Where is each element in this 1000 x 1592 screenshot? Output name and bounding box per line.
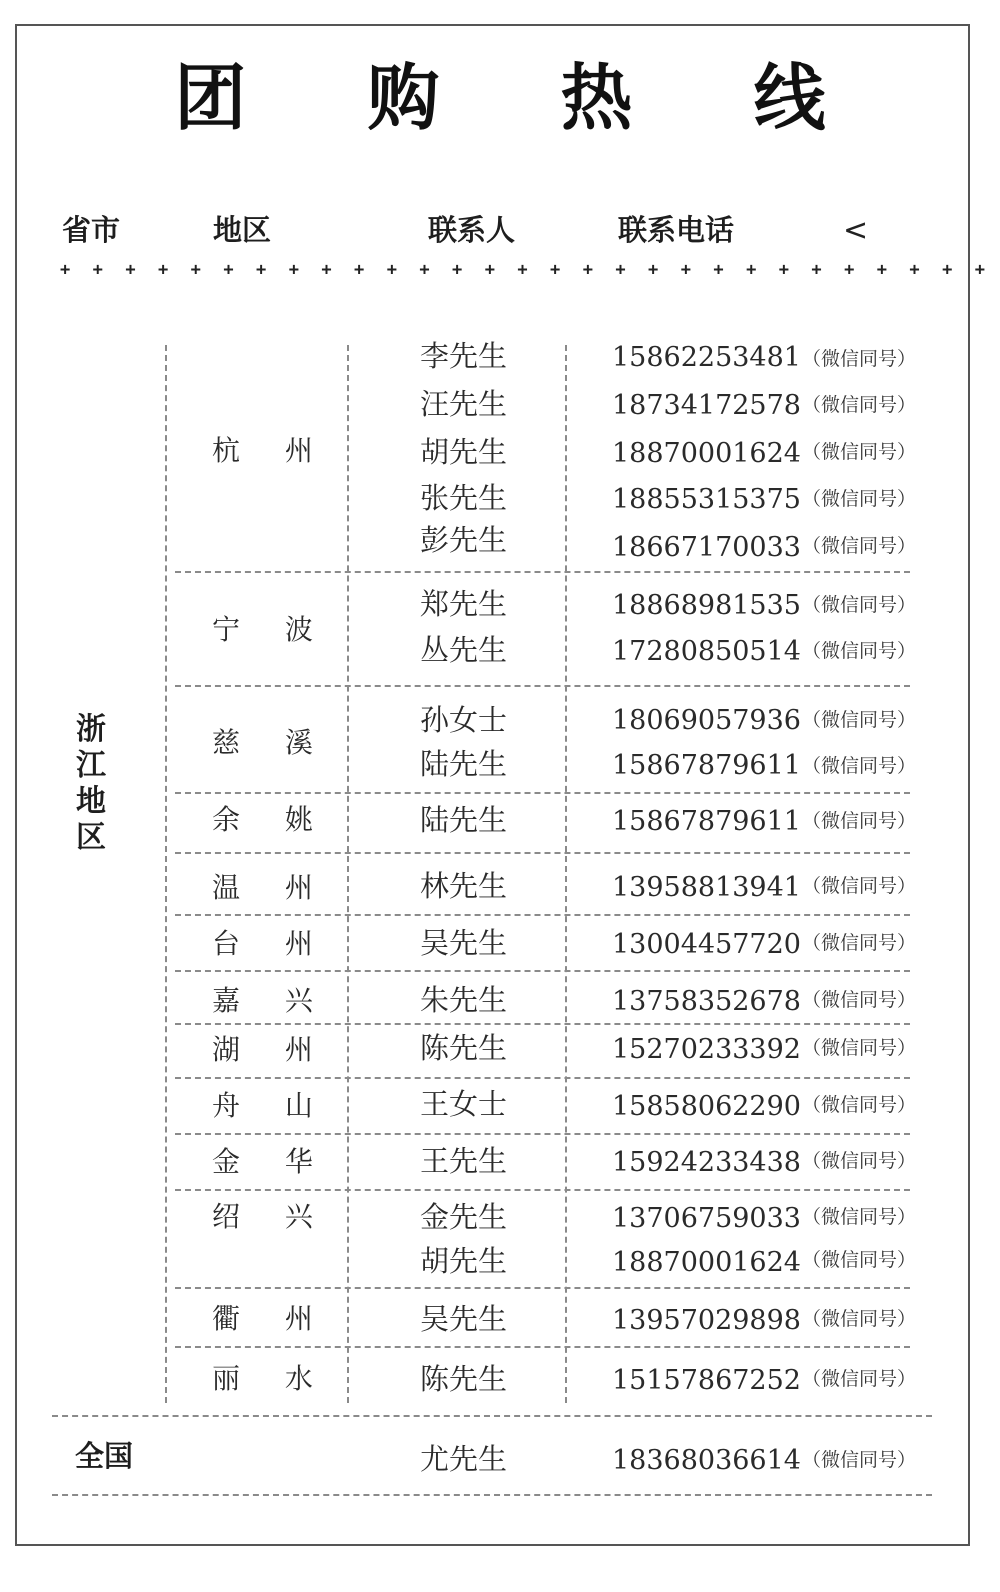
- contact-name: 吴先生: [420, 1302, 508, 1336]
- contact-phone[interactable]: 13706759033: [612, 1203, 801, 1234]
- header-contact: 联系人: [428, 213, 516, 247]
- contact-name: 丛先生: [420, 633, 508, 667]
- wechat-note: （微信同号）: [802, 488, 917, 510]
- contact-phone[interactable]: 18855315375: [612, 484, 801, 515]
- contact-phone[interactable]: 18868981535: [612, 590, 801, 621]
- city-wenzhou: 温 州: [212, 871, 331, 904]
- wechat-note: （微信同号）: [802, 1308, 917, 1330]
- national-contact-name: 尤先生: [420, 1442, 508, 1476]
- wechat-note: （微信同号）: [802, 1150, 917, 1172]
- contact-phone[interactable]: 15862253481: [612, 342, 801, 373]
- contact-name: 汪先生: [420, 387, 508, 421]
- province-char: 浙: [76, 712, 106, 747]
- contact-name: 郑先生: [420, 587, 508, 621]
- wechat-note: （微信同号）: [802, 1206, 917, 1228]
- contact-name: 金先生: [420, 1200, 508, 1234]
- city-taizhou: 台 州: [212, 927, 331, 960]
- contact-phone[interactable]: 17280850514: [612, 636, 801, 667]
- row-separator: [175, 914, 910, 916]
- wechat-note: （微信同号）: [802, 394, 917, 416]
- contact-name: 陆先生: [420, 747, 508, 781]
- wechat-note: （微信同号）: [802, 810, 917, 832]
- wechat-note: （微信同号）: [802, 535, 917, 557]
- contact-name: 陈先生: [420, 1362, 508, 1396]
- wechat-note: （微信同号）: [802, 640, 917, 662]
- city-lishui: 丽 水: [212, 1362, 331, 1395]
- contact-name: 王女士: [420, 1087, 508, 1121]
- wechat-note: （微信同号）: [802, 875, 917, 897]
- contact-phone[interactable]: 15270233392: [612, 1034, 801, 1065]
- contact-phone[interactable]: 13957029898: [612, 1305, 801, 1336]
- contact-name: 李先生: [420, 339, 508, 373]
- wechat-note: （微信同号）: [802, 989, 917, 1011]
- contact-name: 陆先生: [420, 803, 508, 837]
- contact-phone[interactable]: 13004457720: [612, 929, 801, 960]
- header-divider: + + + + + + + + + + + + + + + + + + + + + + + + + + + + +: [60, 260, 992, 280]
- contact-name: 胡先生: [420, 1244, 508, 1278]
- city-yuyao: 余 姚: [212, 803, 331, 836]
- city-hangzhou: 杭 州: [212, 434, 331, 467]
- row-separator: [175, 571, 910, 573]
- row-separator: [175, 1189, 910, 1191]
- national-contact-phone[interactable]: 18368036614: [612, 1445, 801, 1476]
- wechat-note: （微信同号）: [802, 755, 917, 777]
- city-ningbo: 宁 波: [212, 613, 331, 646]
- collapse-arrow-icon[interactable]: <: [843, 213, 869, 248]
- contact-phone[interactable]: 15867879611: [612, 750, 801, 781]
- contact-phone[interactable]: 18870001624: [612, 438, 801, 469]
- contact-phone[interactable]: 18069057936: [612, 705, 801, 736]
- city-quzhou: 衢 州: [212, 1302, 331, 1335]
- row-separator: [175, 792, 910, 794]
- contact-name: 朱先生: [420, 983, 508, 1017]
- city-huzhou: 湖 州: [212, 1033, 331, 1066]
- column-separator-province: [165, 345, 167, 1403]
- wechat-note: （微信同号）: [802, 1249, 917, 1271]
- contact-phone[interactable]: 15858062290: [612, 1091, 801, 1122]
- contact-name: 林先生: [420, 869, 508, 903]
- contact-phone[interactable]: 18734172578: [612, 390, 801, 421]
- national-label: 全国: [75, 1439, 134, 1473]
- section-separator: [52, 1415, 932, 1417]
- row-separator: [175, 1023, 910, 1025]
- page-title: 团 购 热 线: [174, 56, 874, 140]
- wechat-note: （微信同号）: [802, 441, 917, 463]
- contact-phone[interactable]: 18870001624: [612, 1247, 801, 1278]
- contact-name: 张先生: [420, 481, 508, 515]
- contact-name: 彭先生: [420, 523, 508, 557]
- row-separator: [175, 1287, 910, 1289]
- row-separator: [175, 970, 910, 972]
- wechat-note: （微信同号）: [802, 1449, 917, 1471]
- city-zhoushan: 舟 山: [212, 1089, 331, 1122]
- section-separator: [52, 1494, 932, 1496]
- contact-name: 吴先生: [420, 926, 508, 960]
- province-char: 区: [76, 820, 106, 855]
- wechat-note: （微信同号）: [802, 594, 917, 616]
- column-separator-city: [347, 345, 349, 1403]
- wechat-note: （微信同号）: [802, 348, 917, 370]
- row-separator: [175, 1133, 910, 1135]
- row-separator: [175, 1077, 910, 1079]
- contact-phone[interactable]: 15924233438: [612, 1147, 801, 1178]
- row-separator: [175, 1346, 910, 1348]
- contact-name: 胡先生: [420, 435, 508, 469]
- contact-phone[interactable]: 18667170033: [612, 532, 801, 563]
- wechat-note: （微信同号）: [802, 1094, 917, 1116]
- city-jiaxing: 嘉 兴: [212, 984, 331, 1017]
- province-char: 江: [76, 748, 106, 783]
- city-shaoxing: 绍 兴: [212, 1200, 331, 1233]
- contact-phone[interactable]: 13958813941: [612, 872, 801, 903]
- header-region: 地区: [213, 213, 272, 247]
- wechat-note: （微信同号）: [802, 1368, 917, 1390]
- header-phone: 联系电话: [618, 213, 735, 247]
- wechat-note: （微信同号）: [802, 709, 917, 731]
- city-cixi: 慈 溪: [212, 726, 331, 759]
- province-char: 地: [76, 784, 106, 819]
- header-province: 省市: [62, 213, 121, 247]
- contact-phone[interactable]: 13758352678: [612, 986, 801, 1017]
- wechat-note: （微信同号）: [802, 932, 917, 954]
- contact-name: 陈先生: [420, 1031, 508, 1065]
- city-jinhua: 金 华: [212, 1145, 331, 1178]
- contact-name: 王先生: [420, 1144, 508, 1178]
- row-separator: [175, 685, 910, 687]
- contact-phone[interactable]: 15867879611: [612, 806, 801, 837]
- wechat-note: （微信同号）: [802, 1037, 917, 1059]
- contact-phone[interactable]: 15157867252: [612, 1365, 801, 1396]
- province-label: [74, 712, 108, 856]
- column-separator-contact: [565, 345, 567, 1403]
- row-separator: [175, 852, 910, 854]
- contact-name: 孙女士: [420, 703, 508, 737]
